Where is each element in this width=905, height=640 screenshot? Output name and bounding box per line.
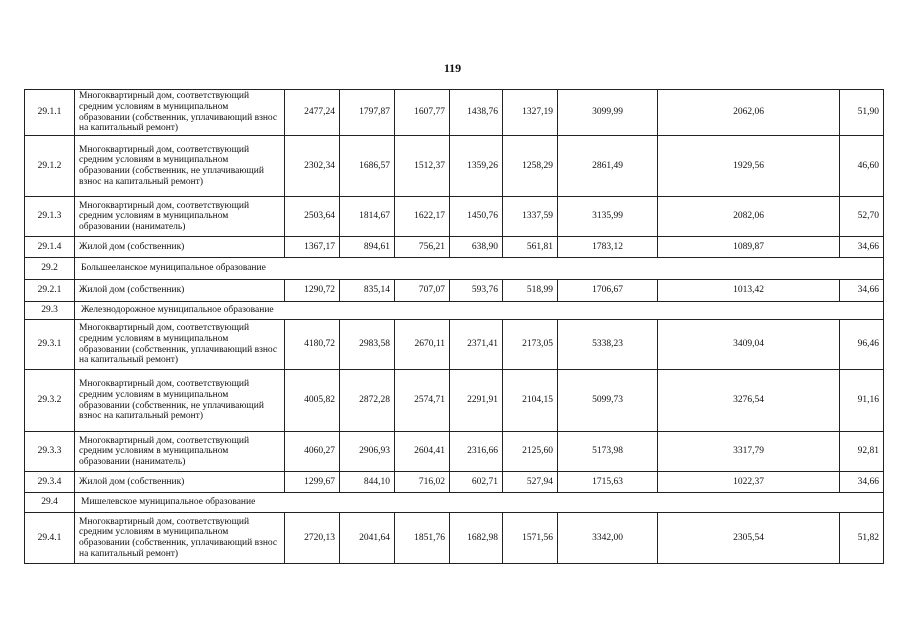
row-code: 29.1.2 (25, 136, 75, 197)
table-row (25, 370, 884, 432)
row-code: 29.3.3 (25, 432, 75, 472)
value-cell: 1022,37 (658, 472, 840, 493)
row-code: 29.2.1 (25, 280, 75, 302)
row-description: Жилой дом (собственник) (75, 280, 285, 302)
value-cell: 1299,67 (285, 472, 340, 493)
value-cell: 894,61 (340, 237, 395, 258)
value-cell: 593,76 (450, 280, 503, 302)
row-code: 29.4 (25, 493, 75, 513)
value-cell: 34,66 (840, 472, 884, 493)
value-cell: 1258,29 (503, 136, 558, 197)
table-row (25, 320, 884, 370)
value-cell: 51,90 (840, 90, 884, 136)
value-cell: 2305,54 (658, 513, 840, 564)
value-cell: 561,81 (503, 237, 558, 258)
value-cell: 1359,26 (450, 136, 503, 197)
value-cell: 3317,79 (658, 432, 840, 472)
value-cell: 2316,66 (450, 432, 503, 472)
value-cell: 1367,17 (285, 237, 340, 258)
value-cell: 3276,54 (658, 370, 840, 432)
value-cell: 2062,06 (658, 90, 840, 136)
value-cell: 3409,04 (658, 320, 840, 370)
value-cell: 2670,11 (395, 320, 450, 370)
value-cell: 34,66 (840, 280, 884, 302)
value-cell: 1682,98 (450, 513, 503, 564)
row-description: Многоквартирный дом, соответствующий средним условиям в муниципальном образовании (собственник, уплачивающий взнос на капитальный ремонт) (75, 513, 285, 564)
value-cell: 1783,12 (558, 237, 658, 258)
value-cell: 2720,13 (285, 513, 340, 564)
value-cell: 756,21 (395, 237, 450, 258)
value-cell: 4060,27 (285, 432, 340, 472)
value-cell: 2104,15 (503, 370, 558, 432)
row-code: 29.1.3 (25, 197, 75, 237)
row-code: 29.1.4 (25, 237, 75, 258)
table-row (25, 90, 884, 136)
row-description: Многоквартирный дом, соответствующий средним условиям в муниципальном образовании (собственник, уплачивающий взнос на капитальный ремонт) (75, 320, 285, 370)
row-description: Жилой дом (собственник) (75, 237, 285, 258)
table-row (25, 136, 884, 197)
value-cell: 5099,73 (558, 370, 658, 432)
value-cell: 527,94 (503, 472, 558, 493)
value-cell: 52,70 (840, 197, 884, 237)
value-cell: 2041,64 (340, 513, 395, 564)
value-cell: 3135,99 (558, 197, 658, 237)
row-code: 29.3.4 (25, 472, 75, 493)
row-code: 29.3.1 (25, 320, 75, 370)
value-cell: 1450,76 (450, 197, 503, 237)
value-cell: 2604,41 (395, 432, 450, 472)
value-cell: 1290,72 (285, 280, 340, 302)
value-cell: 2291,91 (450, 370, 503, 432)
value-cell: 2574,71 (395, 370, 450, 432)
page-number: 119 (443, 61, 462, 75)
value-cell: 5173,98 (558, 432, 658, 472)
value-cell: 5338,23 (558, 320, 658, 370)
value-cell: 4180,72 (285, 320, 340, 370)
value-cell: 716,02 (395, 472, 450, 493)
value-cell: 2861,49 (558, 136, 658, 197)
value-cell: 2503,64 (285, 197, 340, 237)
row-description: Многоквартирный дом, соответствующий средним условиям в муниципальном образовании (собственник, не уплачивающий взнос на капитальный ремонт) (75, 136, 285, 197)
value-cell: 835,14 (340, 280, 395, 302)
row-code: 29.4.1 (25, 513, 75, 564)
value-cell: 518,99 (503, 280, 558, 302)
value-cell: 2173,05 (503, 320, 558, 370)
value-cell: 1013,42 (658, 280, 840, 302)
row-code: 29.3 (25, 302, 75, 320)
value-cell: 46,60 (840, 136, 884, 197)
value-cell: 1706,67 (558, 280, 658, 302)
row-description: Многоквартирный дом, соответствующий средним условиям в муниципальном образовании (наниматель) (75, 432, 285, 472)
table-body (25, 90, 884, 564)
value-cell: 844,10 (340, 472, 395, 493)
table-row (25, 237, 884, 258)
value-cell: 96,46 (840, 320, 884, 370)
section-title: Мишелевское муниципальное образование (75, 493, 884, 513)
value-cell: 2371,41 (450, 320, 503, 370)
value-cell: 2906,93 (340, 432, 395, 472)
value-cell: 2477,24 (285, 90, 340, 136)
value-cell: 1851,76 (395, 513, 450, 564)
value-cell: 602,71 (450, 472, 503, 493)
value-cell: 2983,58 (340, 320, 395, 370)
value-cell: 51,82 (840, 513, 884, 564)
value-cell: 707,07 (395, 280, 450, 302)
section-row (25, 493, 884, 513)
value-cell: 4005,82 (285, 370, 340, 432)
value-cell: 2125,60 (503, 432, 558, 472)
value-cell: 2082,06 (658, 197, 840, 237)
value-cell: 3342,00 (558, 513, 658, 564)
section-row (25, 302, 884, 320)
value-cell: 92,81 (840, 432, 884, 472)
value-cell: 1715,63 (558, 472, 658, 493)
row-description: Многоквартирный дом, соответствующий средним условиям в муниципальном образовании (собственник, не уплачивающий взнос на капитальный ремонт) (75, 370, 285, 432)
value-cell: 34,66 (840, 237, 884, 258)
value-cell: 2872,28 (340, 370, 395, 432)
section-title: Железнодорожное муниципальное образование (75, 302, 884, 320)
row-description: Многоквартирный дом, соответствующий средним условиям в муниципальном образовании (наниматель) (75, 197, 285, 237)
value-cell: 1438,76 (450, 90, 503, 136)
value-cell: 1089,87 (658, 237, 840, 258)
section-row (25, 258, 884, 280)
value-cell: 91,16 (840, 370, 884, 432)
value-cell: 3099,99 (558, 90, 658, 136)
row-description: Жилой дом (собственник) (75, 472, 285, 493)
value-cell: 1622,17 (395, 197, 450, 237)
table-row (25, 280, 884, 302)
table-row (25, 197, 884, 237)
tariff-table (24, 89, 884, 564)
value-cell: 1607,77 (395, 90, 450, 136)
row-description: Многоквартирный дом, соответствующий средним условиям в муниципальном образовании (собственник, уплачивающий взнос на капитальный ремонт) (75, 90, 285, 136)
value-cell: 1797,87 (340, 90, 395, 136)
table-row (25, 472, 884, 493)
value-cell: 1814,67 (340, 197, 395, 237)
row-code: 29.2 (25, 258, 75, 280)
table-row (25, 513, 884, 564)
section-title: Большееланское муниципальное образование (75, 258, 884, 280)
value-cell: 2302,34 (285, 136, 340, 197)
row-code: 29.3.2 (25, 370, 75, 432)
value-cell: 638,90 (450, 237, 503, 258)
value-cell: 1327,19 (503, 90, 558, 136)
value-cell: 1571,56 (503, 513, 558, 564)
value-cell: 1686,57 (340, 136, 395, 197)
value-cell: 1337,59 (503, 197, 558, 237)
table-row (25, 432, 884, 472)
value-cell: 1929,56 (658, 136, 840, 197)
row-code: 29.1.1 (25, 90, 75, 136)
value-cell: 1512,37 (395, 136, 450, 197)
